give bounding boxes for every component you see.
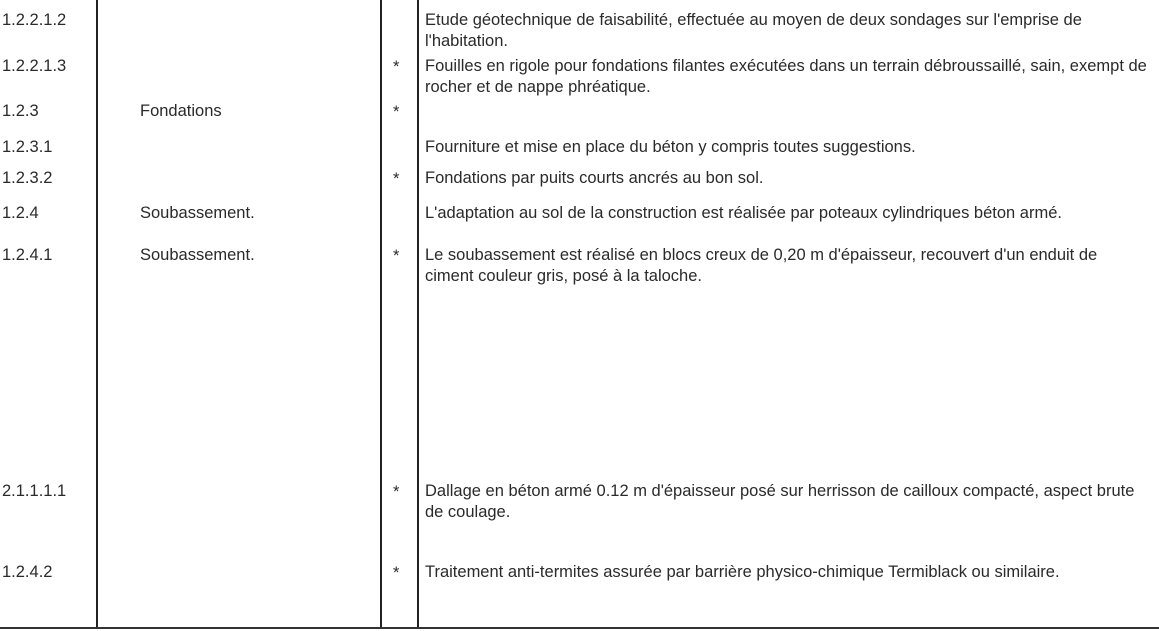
- item-code: 1.2.3.1: [2, 138, 53, 156]
- item-marker: *: [393, 58, 400, 76]
- item-description: Le soubassement est réalisé en blocs creux de 0,20 m d'épaisseur, recouvert d'un enduit de ciment couleur gris, posé à la taloche.: [425, 246, 1098, 285]
- item-code: 1.2.2.1.3: [2, 57, 67, 75]
- item-description: Fondations par puits courts ancrés au bon sol.: [425, 169, 764, 187]
- item-code: 1.2.4.2: [2, 563, 53, 581]
- item-description: L'adaptation au sol de la construction est réalisée par poteaux cylindriques béton armé.: [425, 204, 1062, 222]
- item-code: 1.2.3.2: [2, 169, 53, 187]
- item-marker: *: [393, 247, 400, 265]
- item-marker: *: [393, 564, 400, 582]
- column-divider-title: [380, 0, 382, 629]
- item-marker: *: [393, 170, 400, 188]
- item-code: 2.1.1.1.1: [2, 482, 67, 500]
- item-title: Soubassement.: [140, 204, 255, 222]
- item-code: 1.2.3: [2, 102, 39, 120]
- item-code: 1.2.4: [2, 204, 39, 222]
- item-description: Fourniture et mise en place du béton y compris toutes suggestions.: [425, 138, 916, 156]
- item-description: Traitement anti-termites assurée par barrière physico-chimique Termiblack ou similaire.: [425, 563, 1060, 581]
- item-code: 1.2.2.1.2: [2, 11, 67, 29]
- item-description: Fouilles en rigole pour fondations filantes exécutées dans un terrain débroussaillé, sain, exempt de rocher et de nappe phréatique.: [425, 57, 1147, 96]
- table-bottom-border: [0, 627, 1159, 629]
- item-code: 1.2.4.1: [2, 246, 53, 264]
- item-marker: *: [393, 483, 400, 501]
- item-description: Dallage en béton armé 0.12 m d'épaisseur posé sur herrisson de cailloux compacté, aspect brute de coulage.: [425, 482, 1135, 521]
- column-divider-star: [417, 0, 419, 629]
- item-description: Etude géotechnique de faisabilité, effectuée au moyen de deux sondages sur l'emprise de l'habitation.: [425, 11, 1082, 50]
- item-title: Soubassement.: [140, 246, 255, 264]
- item-marker: *: [393, 103, 400, 121]
- item-title: Fondations: [140, 102, 222, 120]
- column-divider-code: [96, 0, 98, 629]
